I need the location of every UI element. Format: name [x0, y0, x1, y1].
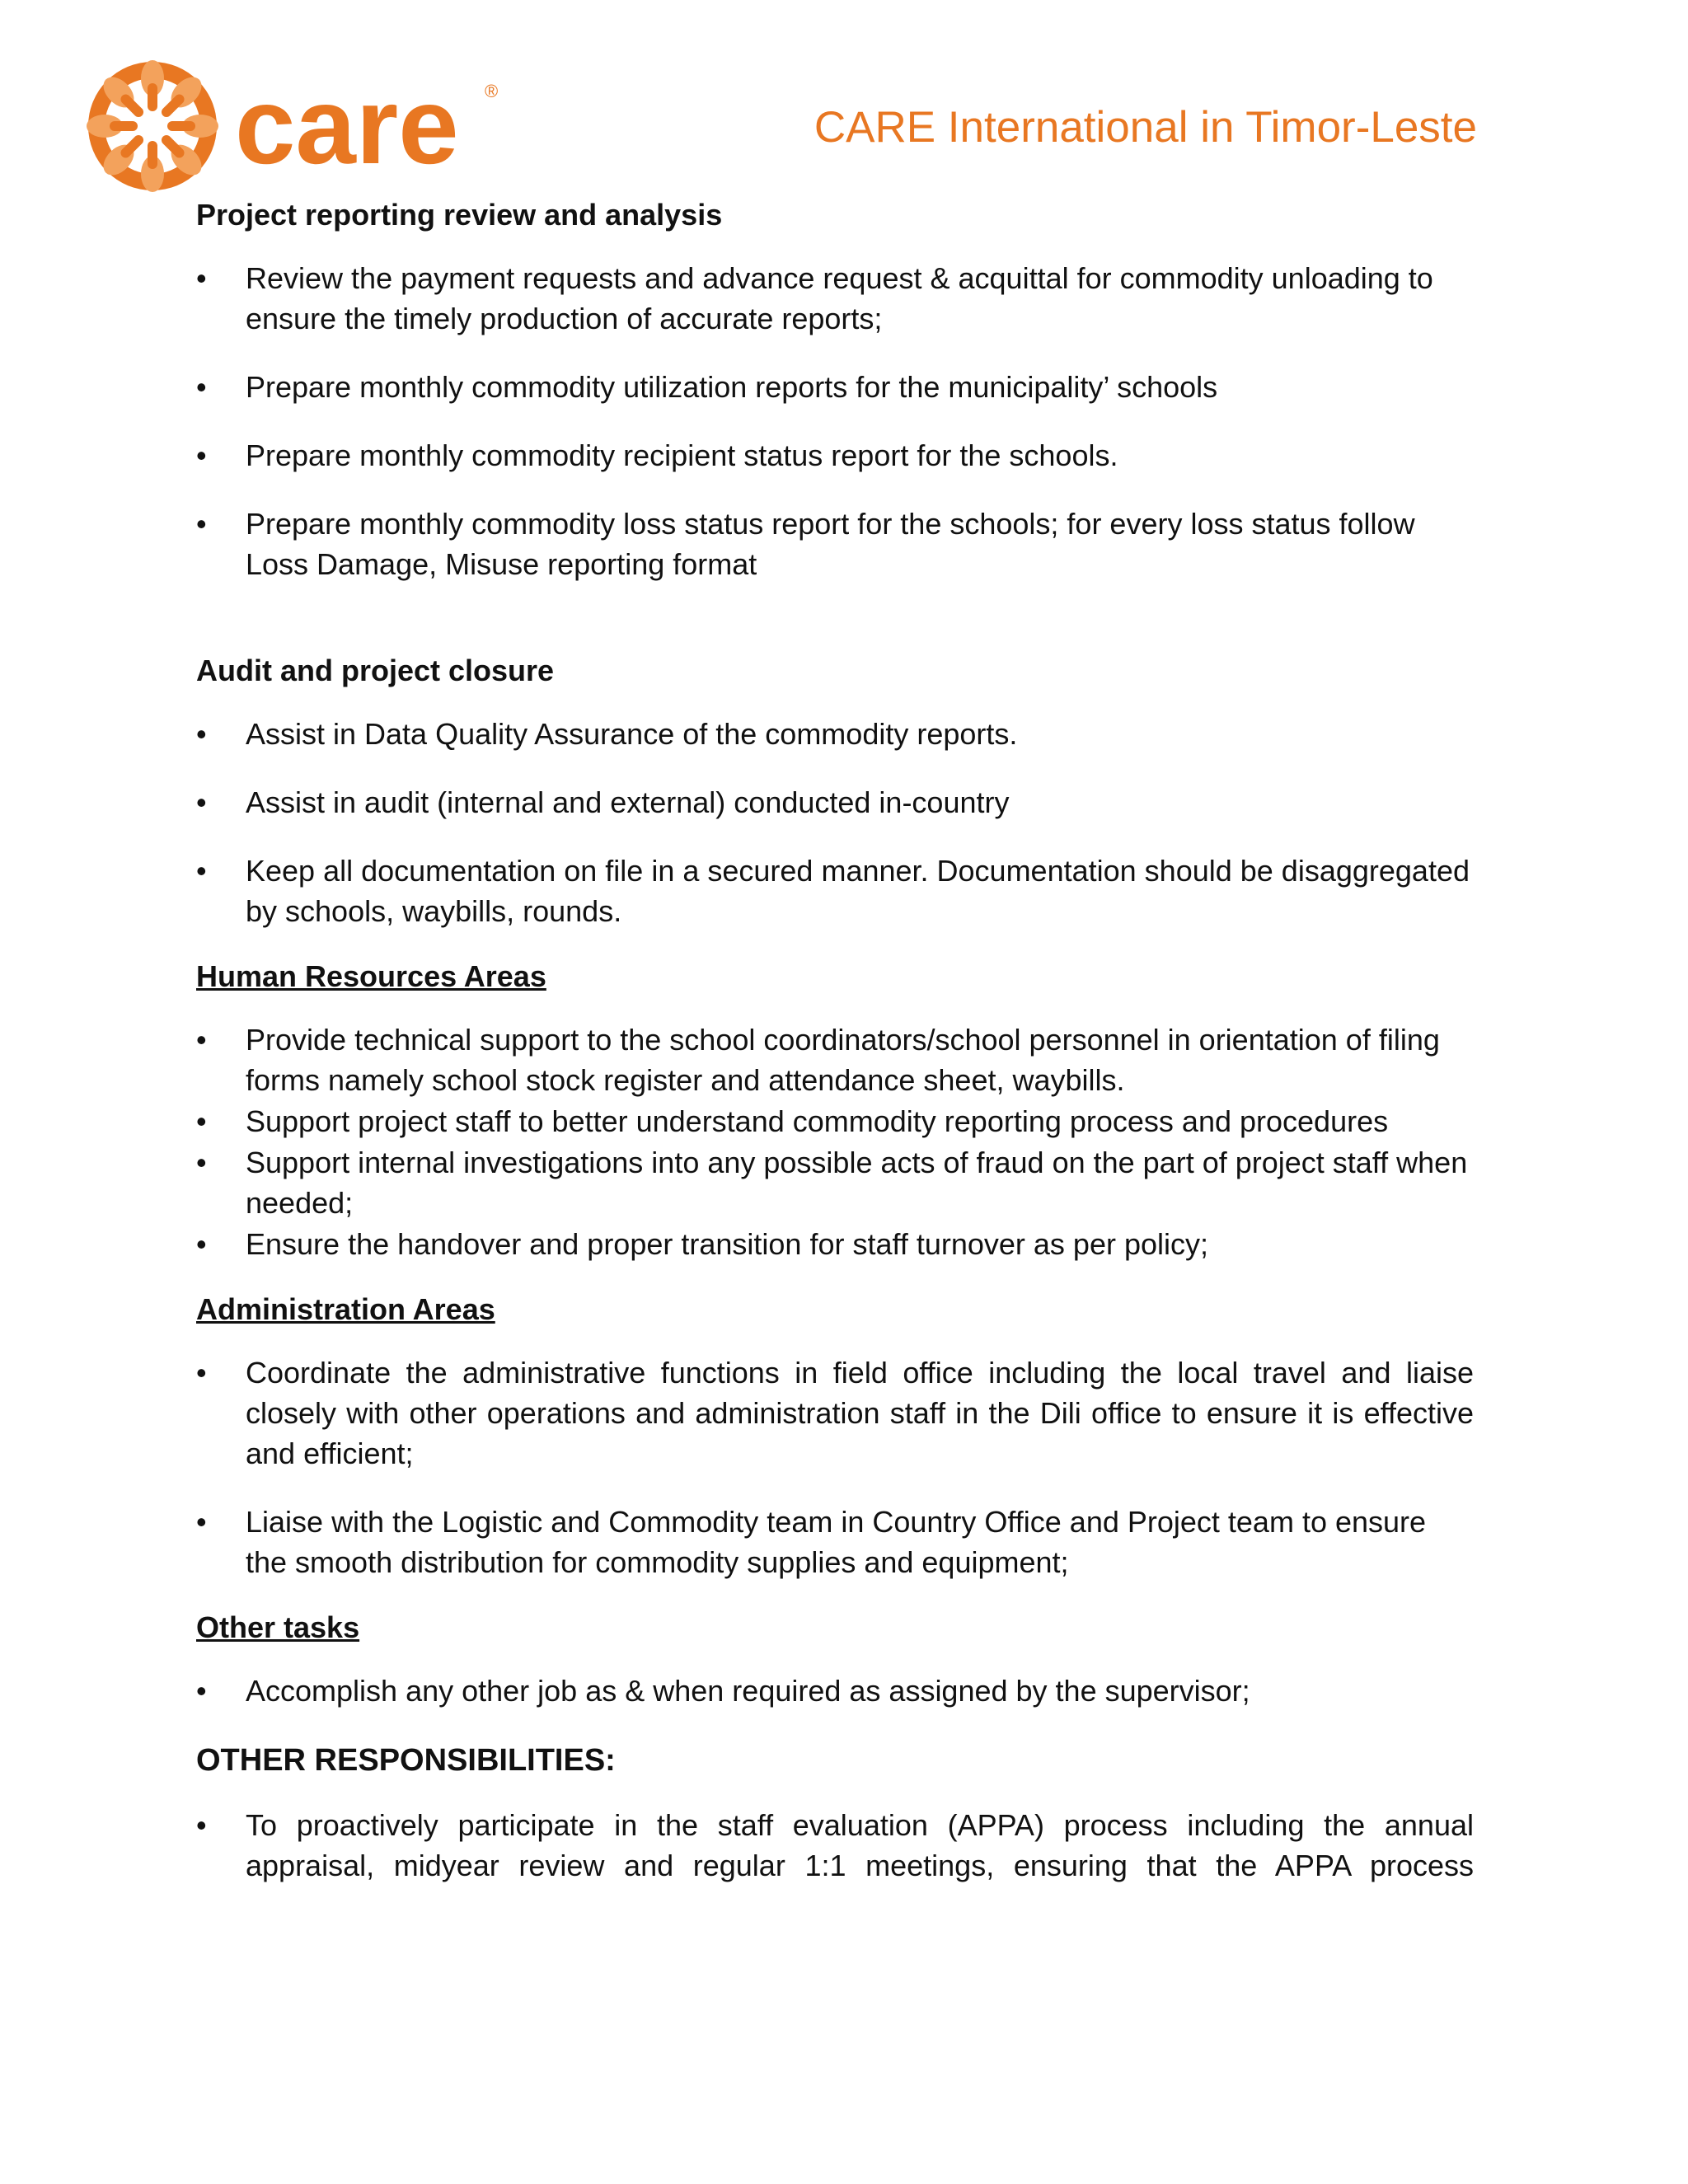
- spacer: [196, 584, 1474, 650]
- care-logo-graphic: [82, 56, 511, 196]
- list-item: • Accomplish any other job as & when required as assigned by the supervisor;: [196, 1671, 1474, 1711]
- bullet-list-audit: [196, 714, 1474, 931]
- list-item: • Ensure the handover and proper transition for staff turnover as per policy;: [196, 1224, 1474, 1264]
- bullet-list-other-tasks: [196, 1671, 1474, 1711]
- spacer: [196, 1264, 1474, 1289]
- bullet-list-hr: [196, 1019, 1474, 1264]
- logo-wordmark: care: [235, 65, 459, 186]
- list-item: • To proactively participate in the staff evaluation (APPA) process including the annual appraisal, midyear review and regular 1:1 meetings, ensuring that the APPA process: [196, 1805, 1474, 1886]
- list-item: • Review the payment requests and advance request & acquittal for commodity unloading to ensure the timely production of accurate reports;: [196, 258, 1474, 339]
- bullet-list-admin: [196, 1352, 1474, 1582]
- section-heading-other-responsibilities: OTHER RESPONSIBILITIES:: [196, 1743, 616, 1778]
- section-heading-reporting: Project reporting review and analysis: [196, 198, 723, 232]
- list-item: • Support project staff to better understand commodity reporting process and procedures: [196, 1101, 1474, 1141]
- org-name: CARE International in Timor-Leste: [814, 103, 1477, 152]
- list-item: • Prepare monthly commodity recipient status report for the schools.: [196, 435, 1474, 476]
- list-item: • Assist in audit (internal and external) conducted in-country: [196, 782, 1474, 823]
- section-heading-audit: Audit and project closure: [196, 654, 555, 687]
- list-item: • Support internal investigations into any possible acts of fraud on the part of project staff when needed;: [196, 1142, 1474, 1223]
- spacer: [196, 931, 1474, 956]
- bullet-list-other-responsibilities: [196, 1805, 1474, 1886]
- section-heading-other-tasks: Other tasks: [196, 1610, 360, 1644]
- bullet-list-reporting: [196, 258, 1474, 584]
- section-heading-admin: Administration Areas: [196, 1292, 495, 1326]
- list-item: • Prepare monthly commodity utilization reports for the municipality’ schools: [196, 367, 1474, 407]
- spacer: [196, 1582, 1474, 1607]
- care-logo: [82, 56, 511, 196]
- document-body: [196, 194, 1474, 1886]
- list-item: • Liaise with the Logistic and Commodity team in Country Office and Project team to ensure the smooth distribution for commodity supplies and equipment;: [196, 1502, 1474, 1582]
- list-item: • Assist in Data Quality Assurance of the commodity reports.: [196, 714, 1474, 754]
- list-item: • Provide technical support to the school coordinators/school personnel in orientation of filing forms namely school stock register and attendance sheet, waybills.: [196, 1019, 1474, 1100]
- list-item: • Prepare monthly commodity loss status report for the schools; for every loss status follow Loss Damage, Misuse reporting format: [196, 504, 1474, 584]
- registered-mark: ®: [485, 81, 499, 101]
- list-item: • Coordinate the administrative functions in field office including the local travel and liaise closely with other operations and administration staff in the Dili office to ensure it is effective and efficient;: [196, 1352, 1474, 1474]
- section-heading-hr: Human Resources Areas: [196, 959, 546, 993]
- spacer: [196, 1711, 1474, 1739]
- list-item: • Keep all documentation on file in a secured manner. Documentation should be disaggregated by schools, waybills, rounds.: [196, 851, 1474, 931]
